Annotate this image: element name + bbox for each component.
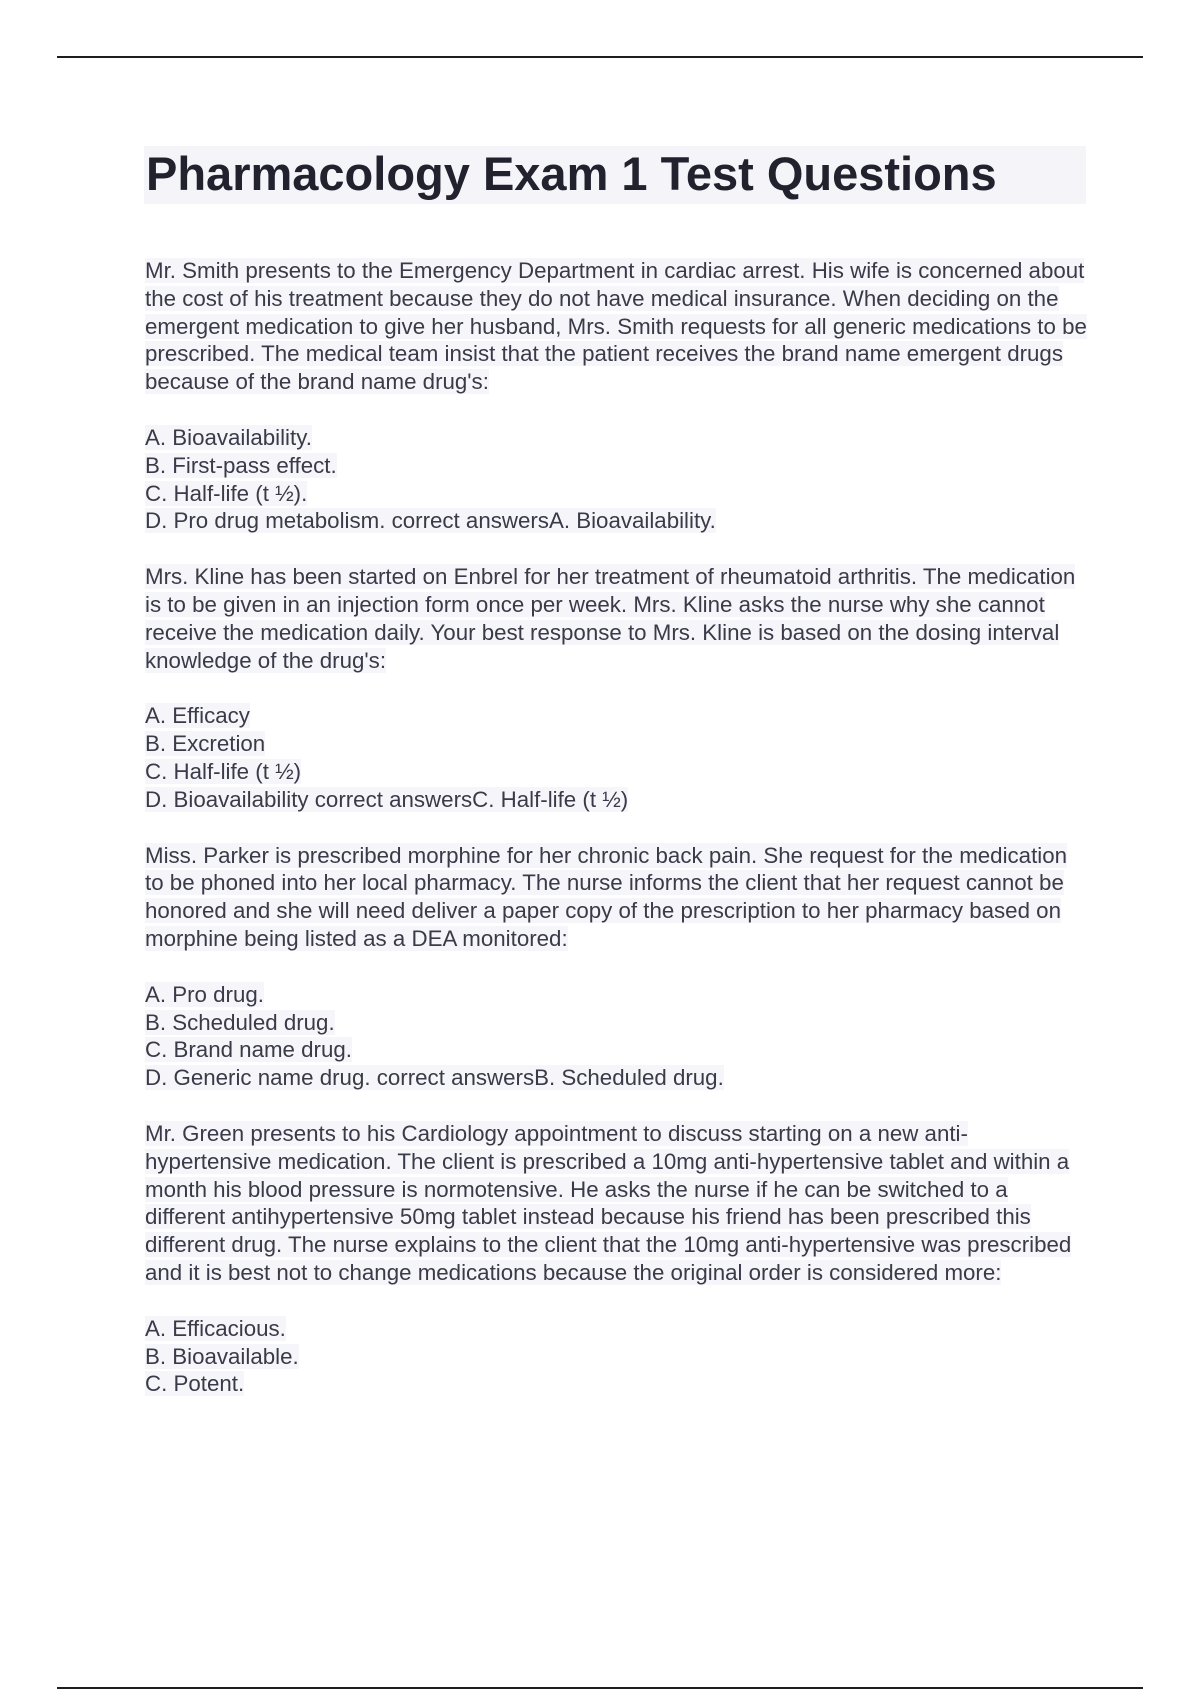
option-a-text: A. Bioavailability. [145, 424, 312, 450]
option-d [145, 1064, 1090, 1092]
option-a [145, 702, 1090, 730]
question-stem-text: Mrs. Kline has been started on Enbrel for her treatment of rheumatoid arthritis. The medication is to be given in an injection form once per week. Mrs. Kline asks the nurse why she cannot receive the medication daily. Your best response to Mrs. Kline is based on the dosing interval knowledge of the drug's: [145, 564, 1076, 673]
question-stem [145, 563, 1090, 674]
option-a-text: A. Efficacious. [145, 1315, 286, 1341]
option-b-text: B. Scheduled drug. [145, 1009, 335, 1035]
answer-options [145, 702, 1090, 813]
option-d [145, 786, 1090, 814]
answer-options [145, 1315, 1090, 1398]
answer-options [145, 981, 1090, 1092]
option-b-text: B. Bioavailable. [145, 1343, 299, 1369]
option-c-text: C. Potent. [145, 1371, 245, 1397]
question-4 [145, 1120, 1090, 1398]
option-c [145, 1370, 1090, 1398]
option-c [145, 758, 1090, 786]
question-2 [145, 563, 1090, 813]
option-d-text: D. Pro drug metabolism. correct answersA. Bioavailability. [145, 508, 716, 534]
option-d [145, 507, 1090, 535]
question-1 [145, 257, 1090, 535]
bottom-divider [57, 1687, 1143, 1689]
option-a [145, 424, 1090, 452]
top-divider [57, 56, 1143, 58]
option-d-text: D. Bioavailability correct answersC. Half-life (t ½) [145, 786, 629, 812]
question-stem [145, 842, 1090, 953]
option-b [145, 1343, 1090, 1371]
question-list [145, 257, 1090, 1426]
option-b-text: B. Excretion [145, 731, 266, 757]
option-b [145, 1009, 1090, 1037]
question-3 [145, 842, 1090, 1092]
option-c [145, 480, 1090, 508]
option-b-text: B. First-pass effect. [145, 452, 337, 478]
question-stem [145, 1120, 1090, 1287]
question-stem-text: Miss. Parker is prescribed morphine for her chronic back pain. She request for the medication to be phoned into her local pharmacy. The nurse informs the client that her request cannot be honored and she will need deliver a paper copy of the prescription to her pharmacy based on morphine being listed as a DEA monitored: [145, 842, 1068, 951]
document-title: Pharmacology Exam 1 Test Questions [146, 147, 997, 200]
option-a-text: A. Efficacy [145, 703, 250, 729]
answer-options [145, 424, 1090, 535]
option-a [145, 981, 1090, 1009]
option-a-text: A. Pro drug. [145, 981, 264, 1007]
option-b [145, 452, 1090, 480]
question-stem-text: Mr. Smith presents to the Emergency Department in cardiac arrest. His wife is concerned about the cost of his treatment because they do not have medical insurance. When deciding on the emergent medication to give her husband, Mrs. Smith requests for all generic medications to be prescribed. The medical team insist that the patient receives the brand name emergent drugs because of the brand name drug's: [145, 258, 1087, 395]
option-c-text: C. Half-life (t ½) [145, 758, 302, 784]
question-stem [145, 257, 1090, 396]
option-c [145, 1036, 1090, 1064]
option-b [145, 730, 1090, 758]
question-stem-text: Mr. Green presents to his Cardiology appointment to discuss starting on a new anti-hypertensive medication. The client is prescribed a 10mg anti-hypertensive tablet and within a month his blood pressure is normotensive. He asks the nurse if he can be switched to a different antihypertensive 50mg tablet instead because his friend has been prescribed this different drug. The nurse explains to the client that the 10mg anti-hypertensive was prescribed and it is best not to change medications because the original order is considered more: [145, 1120, 1072, 1285]
option-c-text: C. Half-life (t ½). [145, 480, 308, 506]
option-a [145, 1315, 1090, 1343]
option-c-text: C. Brand name drug. [145, 1037, 352, 1063]
option-d-text: D. Generic name drug. correct answersB. Scheduled drug. [145, 1065, 724, 1091]
